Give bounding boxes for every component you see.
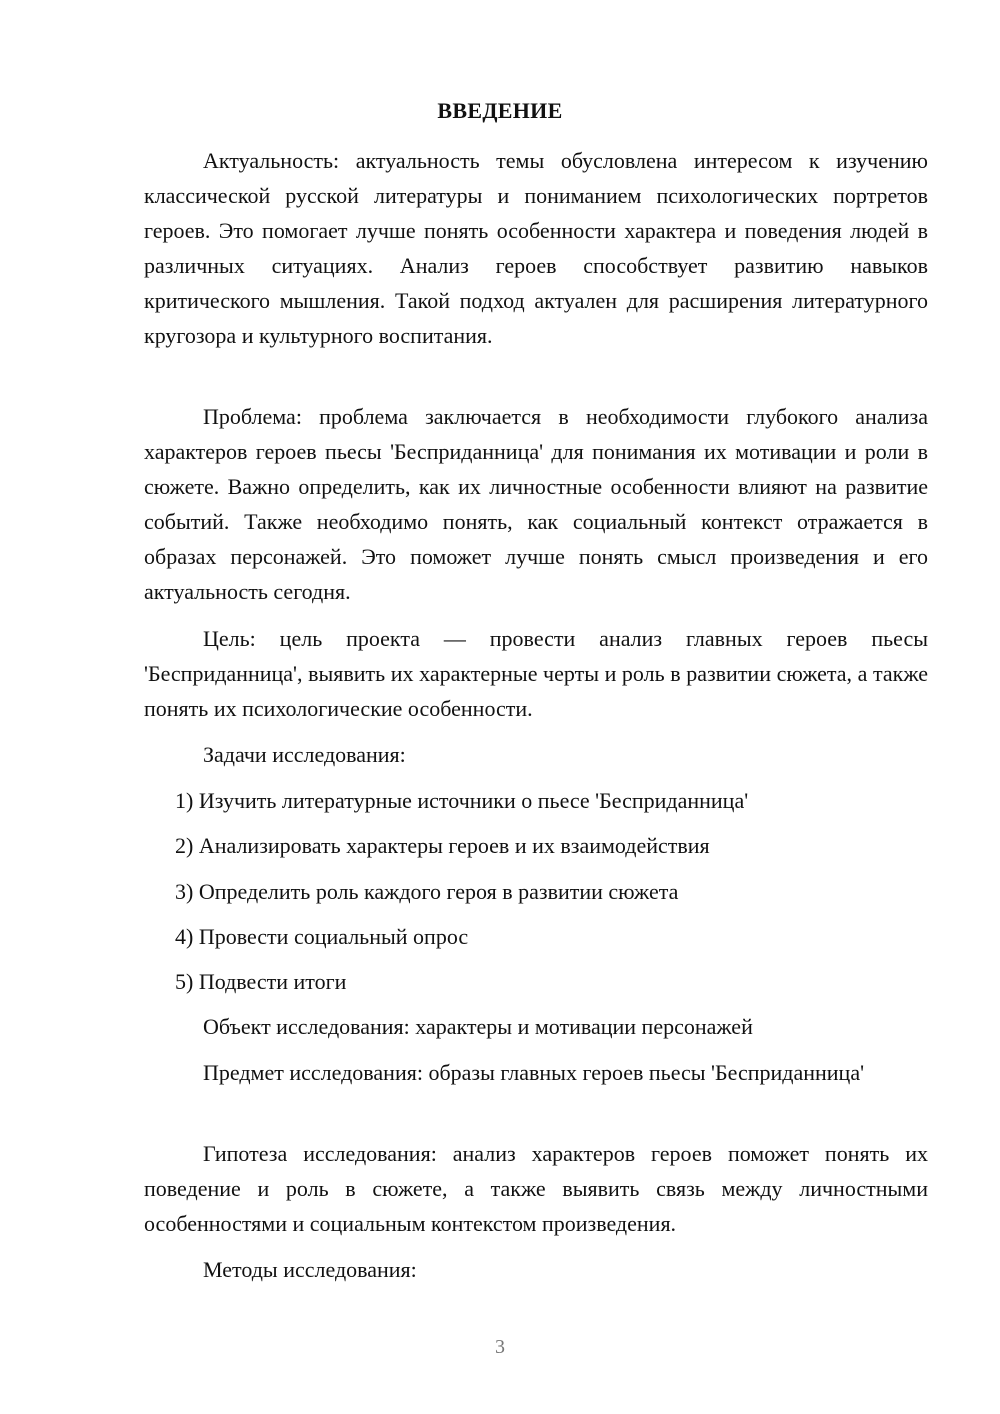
task-item-5: 5) Подвести итоги — [175, 969, 347, 994]
tasks-heading: Задачи исследования: — [203, 742, 406, 767]
methods-heading: Методы исследования: — [203, 1257, 417, 1282]
task-item-4: 4) Провести социальный опрос — [175, 924, 469, 949]
paragraph-goal: Цель: цель проекта — провести анализ главных героев пьесы 'Бесприданница', выявить их характерные черты и роль в развитии сюжета, а также понять их психологические особенности. — [144, 626, 928, 721]
paragraph-problem: Проблема: проблема заключается в необходимости глубокого анализа характеров героев пьесы 'Бесприданница' для понимания их мотивации и роли в сюжете. Важно определить, как их личностные особенности влияют на развитие событий. Также необходимо понять, как социальный контекст отражается в образах персонажей. Это поможет лучше понять смысл произведения и его актуальность сегодня. — [144, 404, 928, 604]
paragraph-subject: Предмет исследования: образы главных героев пьесы 'Бесприданница' — [203, 1060, 865, 1085]
task-item-1: 1) Изучить литературные источники о пьесе 'Бесприданница' — [175, 788, 749, 813]
paragraph-hypothesis: Гипотеза исследования: анализ характеров героев поможет понять их поведение и роль в сюжете, а также выявить связь между личностными особенностями и социальным контекстом произведения. — [144, 1141, 928, 1236]
task-item-3: 3) Определить роль каждого героя в развитии сюжета — [175, 879, 679, 904]
paragraph-object: Объект исследования: характеры и мотивации персонажей — [203, 1014, 753, 1039]
page-number: 3 — [495, 1336, 505, 1358]
task-item-2: 2) Анализировать характеры героев и их взаимодействия — [175, 833, 710, 858]
page-title: ВВЕДЕНИЕ — [437, 98, 563, 123]
paragraph-relevance: Актуальность: актуальность темы обусловлена интересом к изучению классической русской литературы и пониманием психологических портретов героев. Это помогает лучше понять особенности характера и поведения людей в различных ситуациях. Анализ героев способствует развитию навыков критического мышления. Такой подход актуален для расширения литературного кругозора и культурного воспитания. — [144, 148, 928, 348]
